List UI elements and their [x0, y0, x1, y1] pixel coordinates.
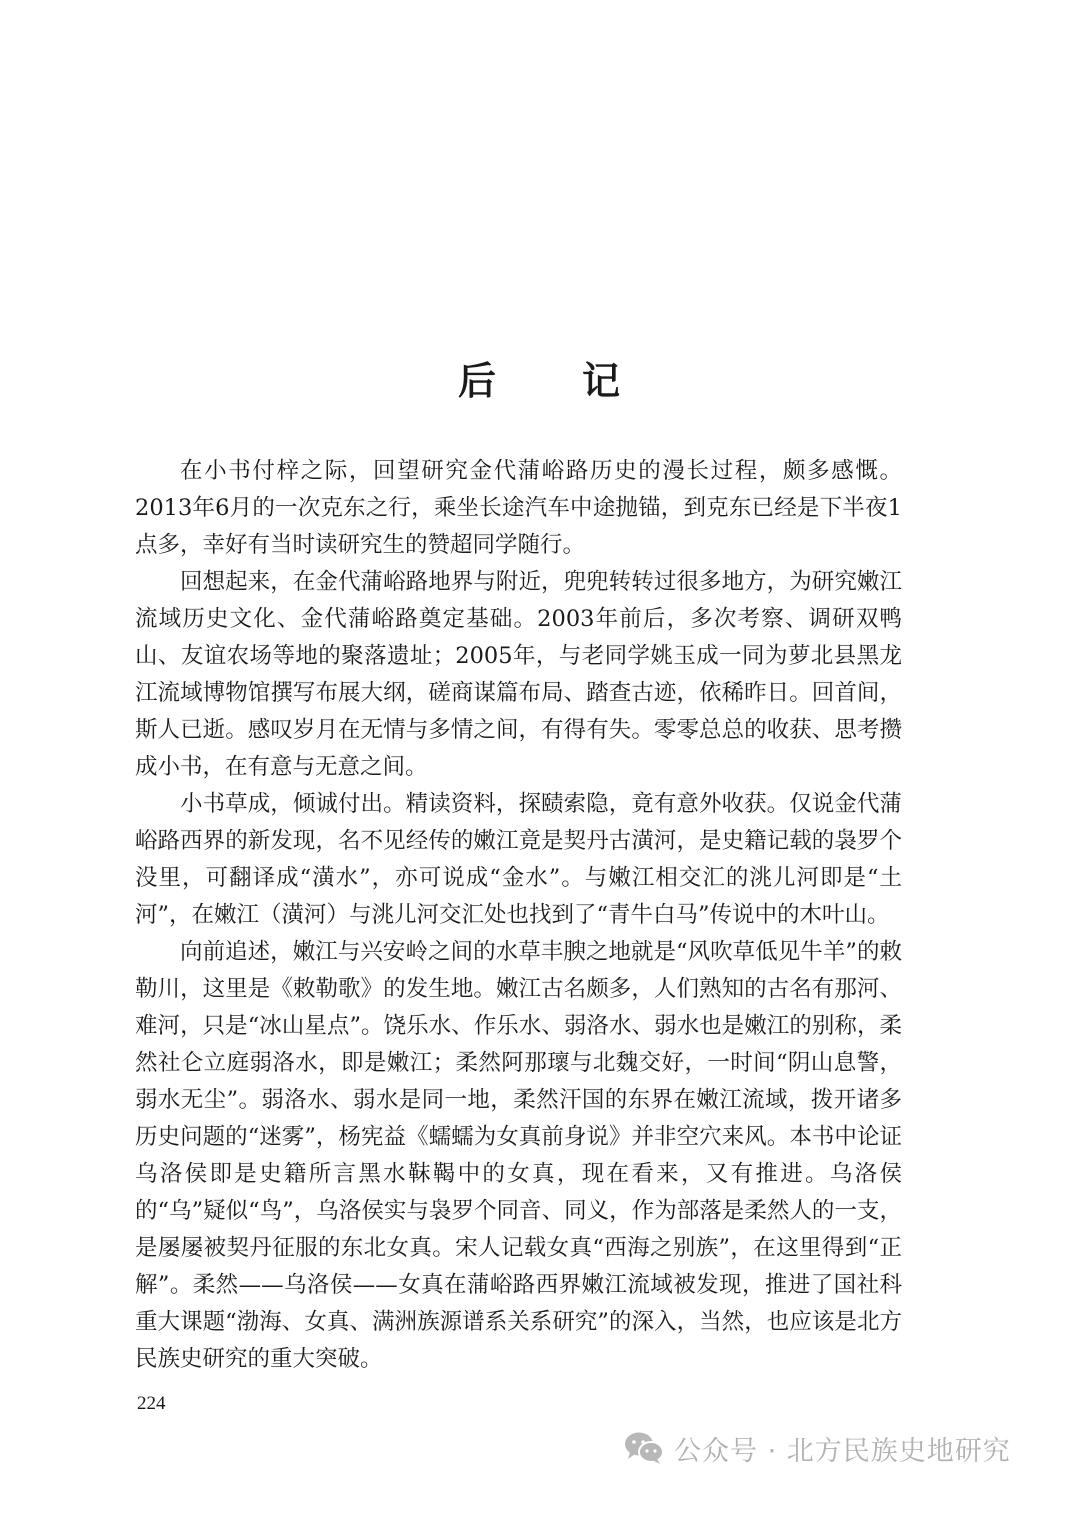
- page-number: 224: [137, 1393, 166, 1414]
- title-char-1: 后: [457, 358, 498, 403]
- paragraph-1: 在小书付梓之际，回望研究金代蒲峪路历史的漫长过程，颇多感慨。2013年6月的一次克东之行，乘坐长途汽车中途抛锚，到克东已经是下半夜1点多，幸好有当时读研究生的赞超同学随行。: [135, 458, 902, 558]
- body-text: [135, 453, 902, 1378]
- paragraph-3: 小书草成，倾诚付出。精读资料，探赜索隐，竟有意外收获。仅说金代蒲峪路西界的新发现，名不见经传的嫩江竟是契丹古潢河，是史籍记载的袅罗个没里，可翻译成“潢水”，亦可说成“金水”。与嫩江相交汇的洮儿河即是“土河”，在嫩江（潢河）与洮儿河交汇处也找到了“青牛白马”传说中的木叶山。: [135, 791, 902, 928]
- watermark: [624, 1428, 1011, 1468]
- wechat-icon: [624, 1431, 664, 1465]
- title-char-2: 记: [582, 358, 623, 403]
- page-title: [0, 350, 1080, 405]
- paragraph-4: 向前追述，嫩江与兴安岭之间的水草丰腴之地就是“风吹草低见牛羊”的敕勒川，这里是《敕勒歌》的发生地。嫩江古名颇多，人们熟知的古名有那河、难河，只是“冰山星点”。饶乐水、作乐水、弱洛水、弱水也是嫩江的别称，柔然社仑立庭弱洛水，即是嫩江；柔然阿那瓌与北魏交好，一时间“阴山息警，弱水无尘”。弱洛水、弱水是同一地，柔然汗国的东界在嫩江流域，拨开诸多历史问题的“迷雾”，杨宪益《蠕蠕为女真前身说》并非空穴来风。本书中论证乌洛侯即是史籍所言黑水靺鞨中的女真，现在看来，又有推进。乌洛侯的“乌”疑似“鸟”，乌洛侯实与袅罗个同音、同义，作为部落是柔然人的一支，是屡屡被契丹征服的东北女真。宋人记载女真“西海之别族”，在这里得到“正解”。柔然——乌洛侯——女真在蒲峪路西界嫩江流域被发现，推进了国社科重大课题“渤海、女真、满洲族源谱系关系研究”的深入，当然，也应该是北方民族史研究的重大突破。: [135, 939, 902, 1372]
- watermark-text: 公众号 · 北方民族史地研究: [674, 1435, 1011, 1467]
- paragraph-2: 回想起来，在金代蒲峪路地界与附近，兜兜转转过很多地方，为研究嫩江流域历史文化、金代蒲峪路奠定基础。2003年前后，多次考察、调研双鸭山、友谊农场等地的聚落遗址；2005年，与老同学姚玉成一同为萝北县黑龙江流域博物馆撰写布展大纲，磋商谋篇布局、踏查古迹，依稀昨日。回首间，斯人已逝。感叹岁月在无情与多情之间，有得有失。零零总总的收获、思考攒成小书，在有意与无意之间。: [135, 569, 902, 780]
